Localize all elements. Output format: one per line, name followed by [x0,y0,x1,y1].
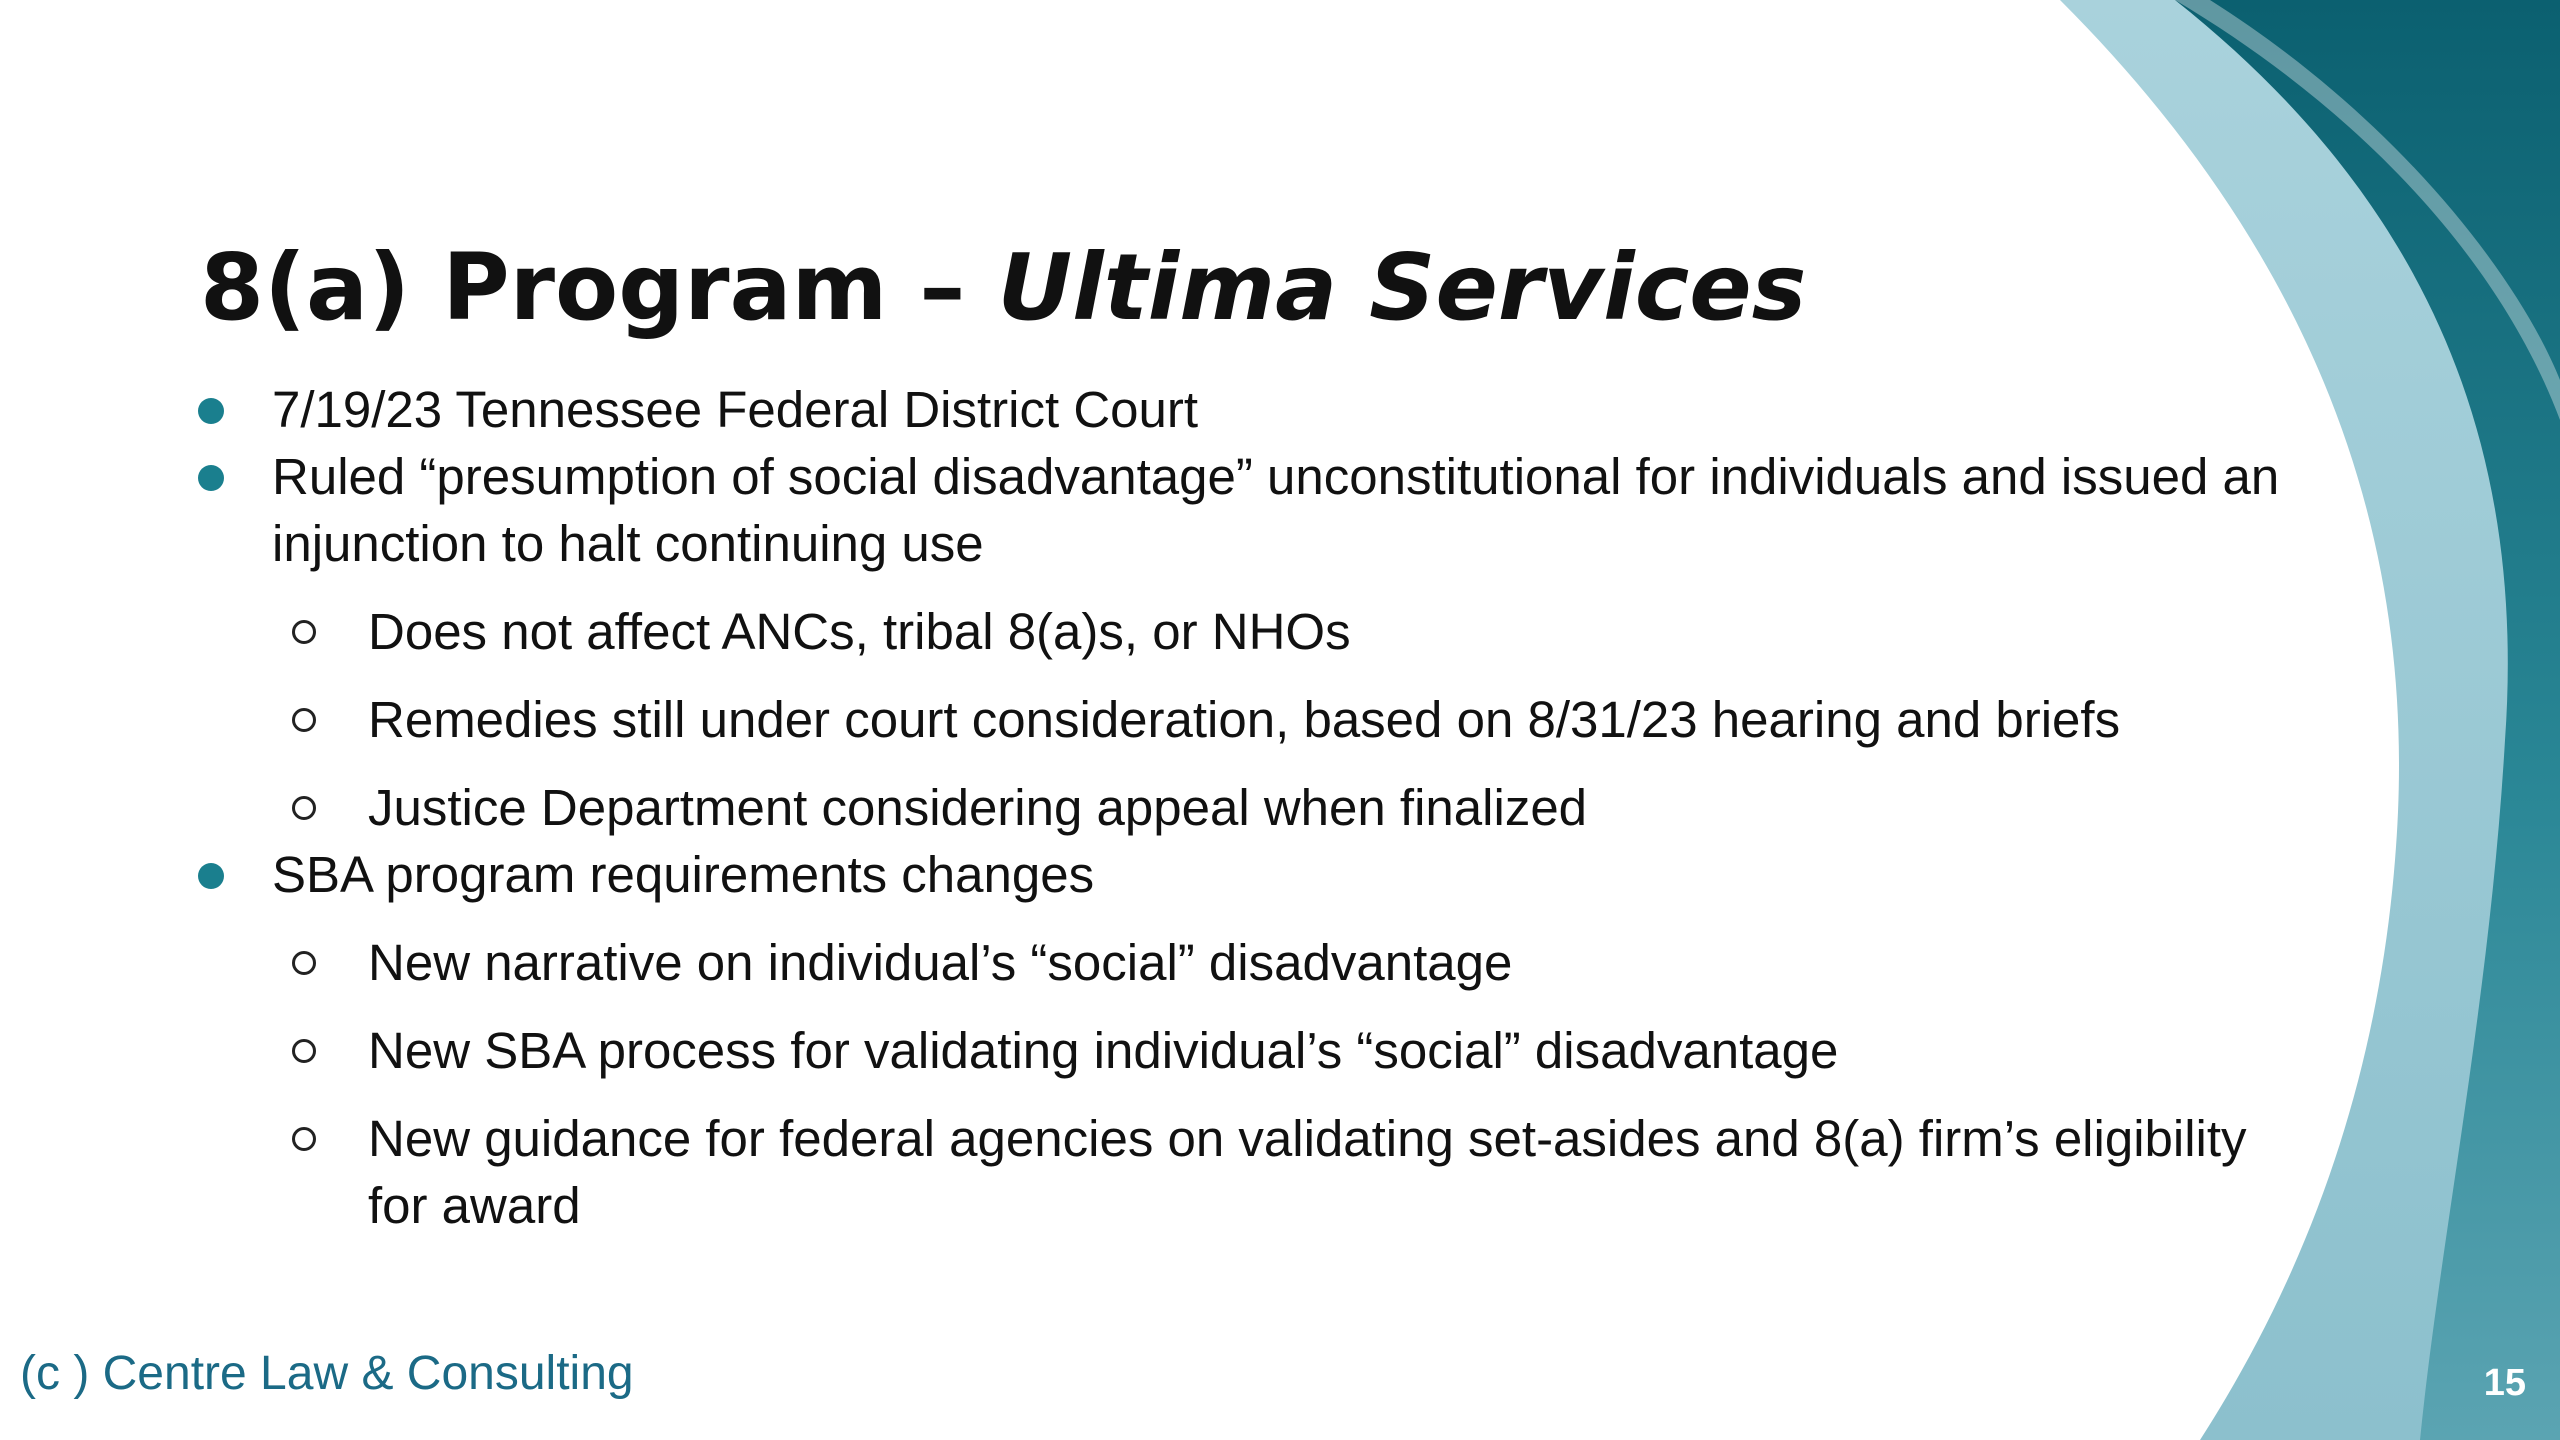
bullet-item [0,443,2300,577]
bullet-text: Ruled “presumption of social disadvantage” unconstitutional for individuals and issued an injunction to halt continuing use [272,448,2280,572]
sub-bullet-text: Justice Department considering appeal when finalized [368,779,1588,836]
sub-bullet-item [0,1017,2300,1084]
bullet-item [0,841,2300,908]
bullet-ring-icon [292,708,316,732]
sub-bullet-item [0,1105,2300,1239]
bullet-text: 7/19/23 Tennessee Federal District Court [272,381,1199,438]
sub-bullet-text: Does not affect ANCs, tribal 8(a)s, or NHOs [368,603,1351,660]
sub-bullet-item [0,598,2300,665]
bullet-dot-icon [198,863,224,889]
bullet-ring-icon [292,951,316,975]
page-number: 15 [2483,1362,2526,1404]
slide-title [200,228,1806,348]
title-main: 8(a) Program – [200,234,998,341]
sub-bullet-text: Remedies still under court consideration, based on 8/31/23 hearing and briefs [368,691,2121,748]
sub-bullet-item [0,686,2300,753]
bullet-ring-icon [292,620,316,644]
title-italic: Ultima Services [997,234,1807,341]
bullet-dot-icon [198,398,224,424]
sub-bullet-item [0,774,2300,841]
footer-copyright: (c ) Centre Law & Consulting [20,1347,634,1400]
sub-bullet-text: New SBA process for validating individual’s “social” disadvantage [368,1022,1839,1079]
bullet-list [0,376,2300,1239]
bullet-text: SBA program requirements changes [272,846,1095,903]
sub-bullet-item [0,929,2300,996]
bullet-ring-icon [292,796,316,820]
bullet-ring-icon [292,1039,316,1063]
bullet-dot-icon [198,465,224,491]
bullet-ring-icon [292,1127,316,1151]
bullet-item [0,376,2300,443]
sub-bullet-text: New narrative on individual’s “social” disadvantage [368,934,1513,991]
sub-bullet-text: New guidance for federal agencies on validating set-asides and 8(a) firm’s eligibility for award [368,1110,2247,1234]
